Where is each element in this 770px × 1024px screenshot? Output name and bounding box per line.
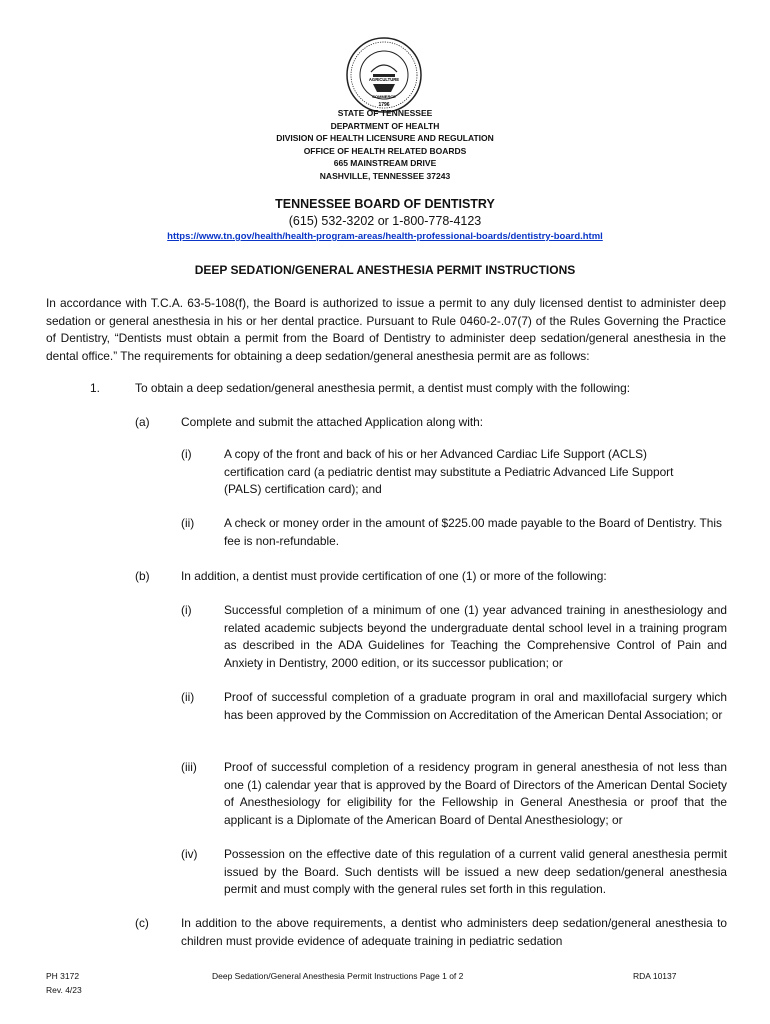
svg-text:COMMERCE: COMMERCE xyxy=(372,94,396,99)
item-b-marker: (b) xyxy=(135,569,150,583)
item-b-iii-text: Proof of successful completion of a residency program in general anesthesia of not less than one (1) calendar year that is approved by the Board of Directors of the American Dental Society of Anesthesiology for eligibility for the Fellowship in General Anesthesia or proof that the applicant is a Diplomate of the American Board of Dental Anesthesiology; or xyxy=(224,760,727,827)
item-b-text: In addition, a dentist must provide certification of one (1) or more of the following: xyxy=(181,569,607,583)
document-title: DEEP SEDATION/GENERAL ANESTHESIA PERMIT INSTRUCTIONS xyxy=(194,263,576,277)
header-line-city: NASHVILLE, TENNESSEE 37243 xyxy=(319,170,451,181)
item-a-ii-marker: (ii) xyxy=(181,516,195,530)
svg-text:1796: 1796 xyxy=(378,102,390,108)
item-c-text: In addition to the above requirements, a dentist who administers deep sedation/general anesthesia to children must provide evidence of adequate training in pediatric sedation xyxy=(181,916,727,948)
item-b-i-marker: (i) xyxy=(181,603,192,617)
item-a-text: Complete and submit the attached Application along with: xyxy=(181,415,484,429)
footer-rda-number: RDA 10137 xyxy=(633,971,677,981)
header-line-state: STATE OF TENNESSEE xyxy=(337,108,433,118)
header-line-street: 665 MAINSTREAM DRIVE xyxy=(333,158,437,168)
tennessee-state-seal xyxy=(345,36,423,114)
item-b-ii-marker: (ii) xyxy=(181,690,195,704)
item-c-marker: (c) xyxy=(135,916,149,930)
header-line-office: OFFICE OF HEALTH RELATED BOARDS xyxy=(303,145,467,156)
item-1-marker: 1. xyxy=(90,381,100,395)
item-a-ii-text: A check or money order in the amount of $225.00 made payable to the Board of Dentistry. This fee is non-refundable. xyxy=(224,516,722,548)
header-line-division: DIVISION OF HEALTH LICENSURE AND REGULATION xyxy=(276,133,494,143)
board-phone: (615) 532-3202 or 1-800-778-4123 xyxy=(288,214,482,228)
intro-paragraph: In accordance with T.C.A. 63-5-108(f), the Board is authorized to issue a permit to any duly licensed dentist to administer deep sedation or general anesthesia in his or her dental practice. Pursuant to Rule 0460-2-.07(7) of the Rules Governing the Practice of Dentistry, “Dentists must obtain a permit from the Board of Dentistry to administer deep sedation/general anesthesia in the dental office.” The requirements for obtaining a deep sedation/general anesthesia permit are as follows: xyxy=(46,296,726,363)
item-b-iv-text: Possession on the effective date of this regulation of a current valid general anesthesia permit issued by the Board. Such dentists will be issued a new deep sedation/general anesthesia permit and must comply with the general rules set forth in this regulation. xyxy=(224,847,727,897)
footer-page-label: Deep Sedation/General Anesthesia Permit Instructions Page 1 of 2 xyxy=(212,971,464,981)
footer-form-number: PH 3172 xyxy=(46,971,80,981)
item-b-iv-marker: (iv) xyxy=(181,847,198,861)
item-1-text: To obtain a deep sedation/general anesthesia permit, a dentist must comply with the following: xyxy=(135,381,631,395)
svg-text:AGRICULTURE: AGRICULTURE xyxy=(368,77,400,82)
item-a-i-marker: (i) xyxy=(181,447,192,461)
header-line-department: DEPARTMENT OF HEALTH xyxy=(330,120,440,131)
footer-revision: Rev. 4/23 xyxy=(46,985,82,995)
item-a-i-text: A copy of the front and back of his or her Advanced Cardiac Life Support (ACLS) certification card (a pediatric dentist may substitute a Pediatric Advanced Life Support (PALS) certification card); and xyxy=(224,447,674,497)
item-b-i-text: Successful completion of a minimum of one (1) year advanced training in anesthesiology and related academic subjects beyond the undergraduate dental school level in a training program as described in the ADA Guidelines for Teaching the Comprehensive Control of Pain and Anxiety in Dentistry, 2000 edition, or its successor publication; or xyxy=(224,603,727,670)
item-b-ii-text: Proof of successful completion of a graduate program in oral and maxillofacial surgery which has been approved by the Commission on Accreditation of the American Dental Association; or xyxy=(224,690,727,722)
board-website-link[interactable]: https://www.tn.gov/health/health-program-areas/health-professional-boards/dentistry-board.html xyxy=(167,231,603,242)
item-a-marker: (a) xyxy=(135,415,150,429)
board-title: TENNESSEE BOARD OF DENTISTRY xyxy=(275,197,495,211)
item-b-iii-marker: (iii) xyxy=(181,760,197,774)
